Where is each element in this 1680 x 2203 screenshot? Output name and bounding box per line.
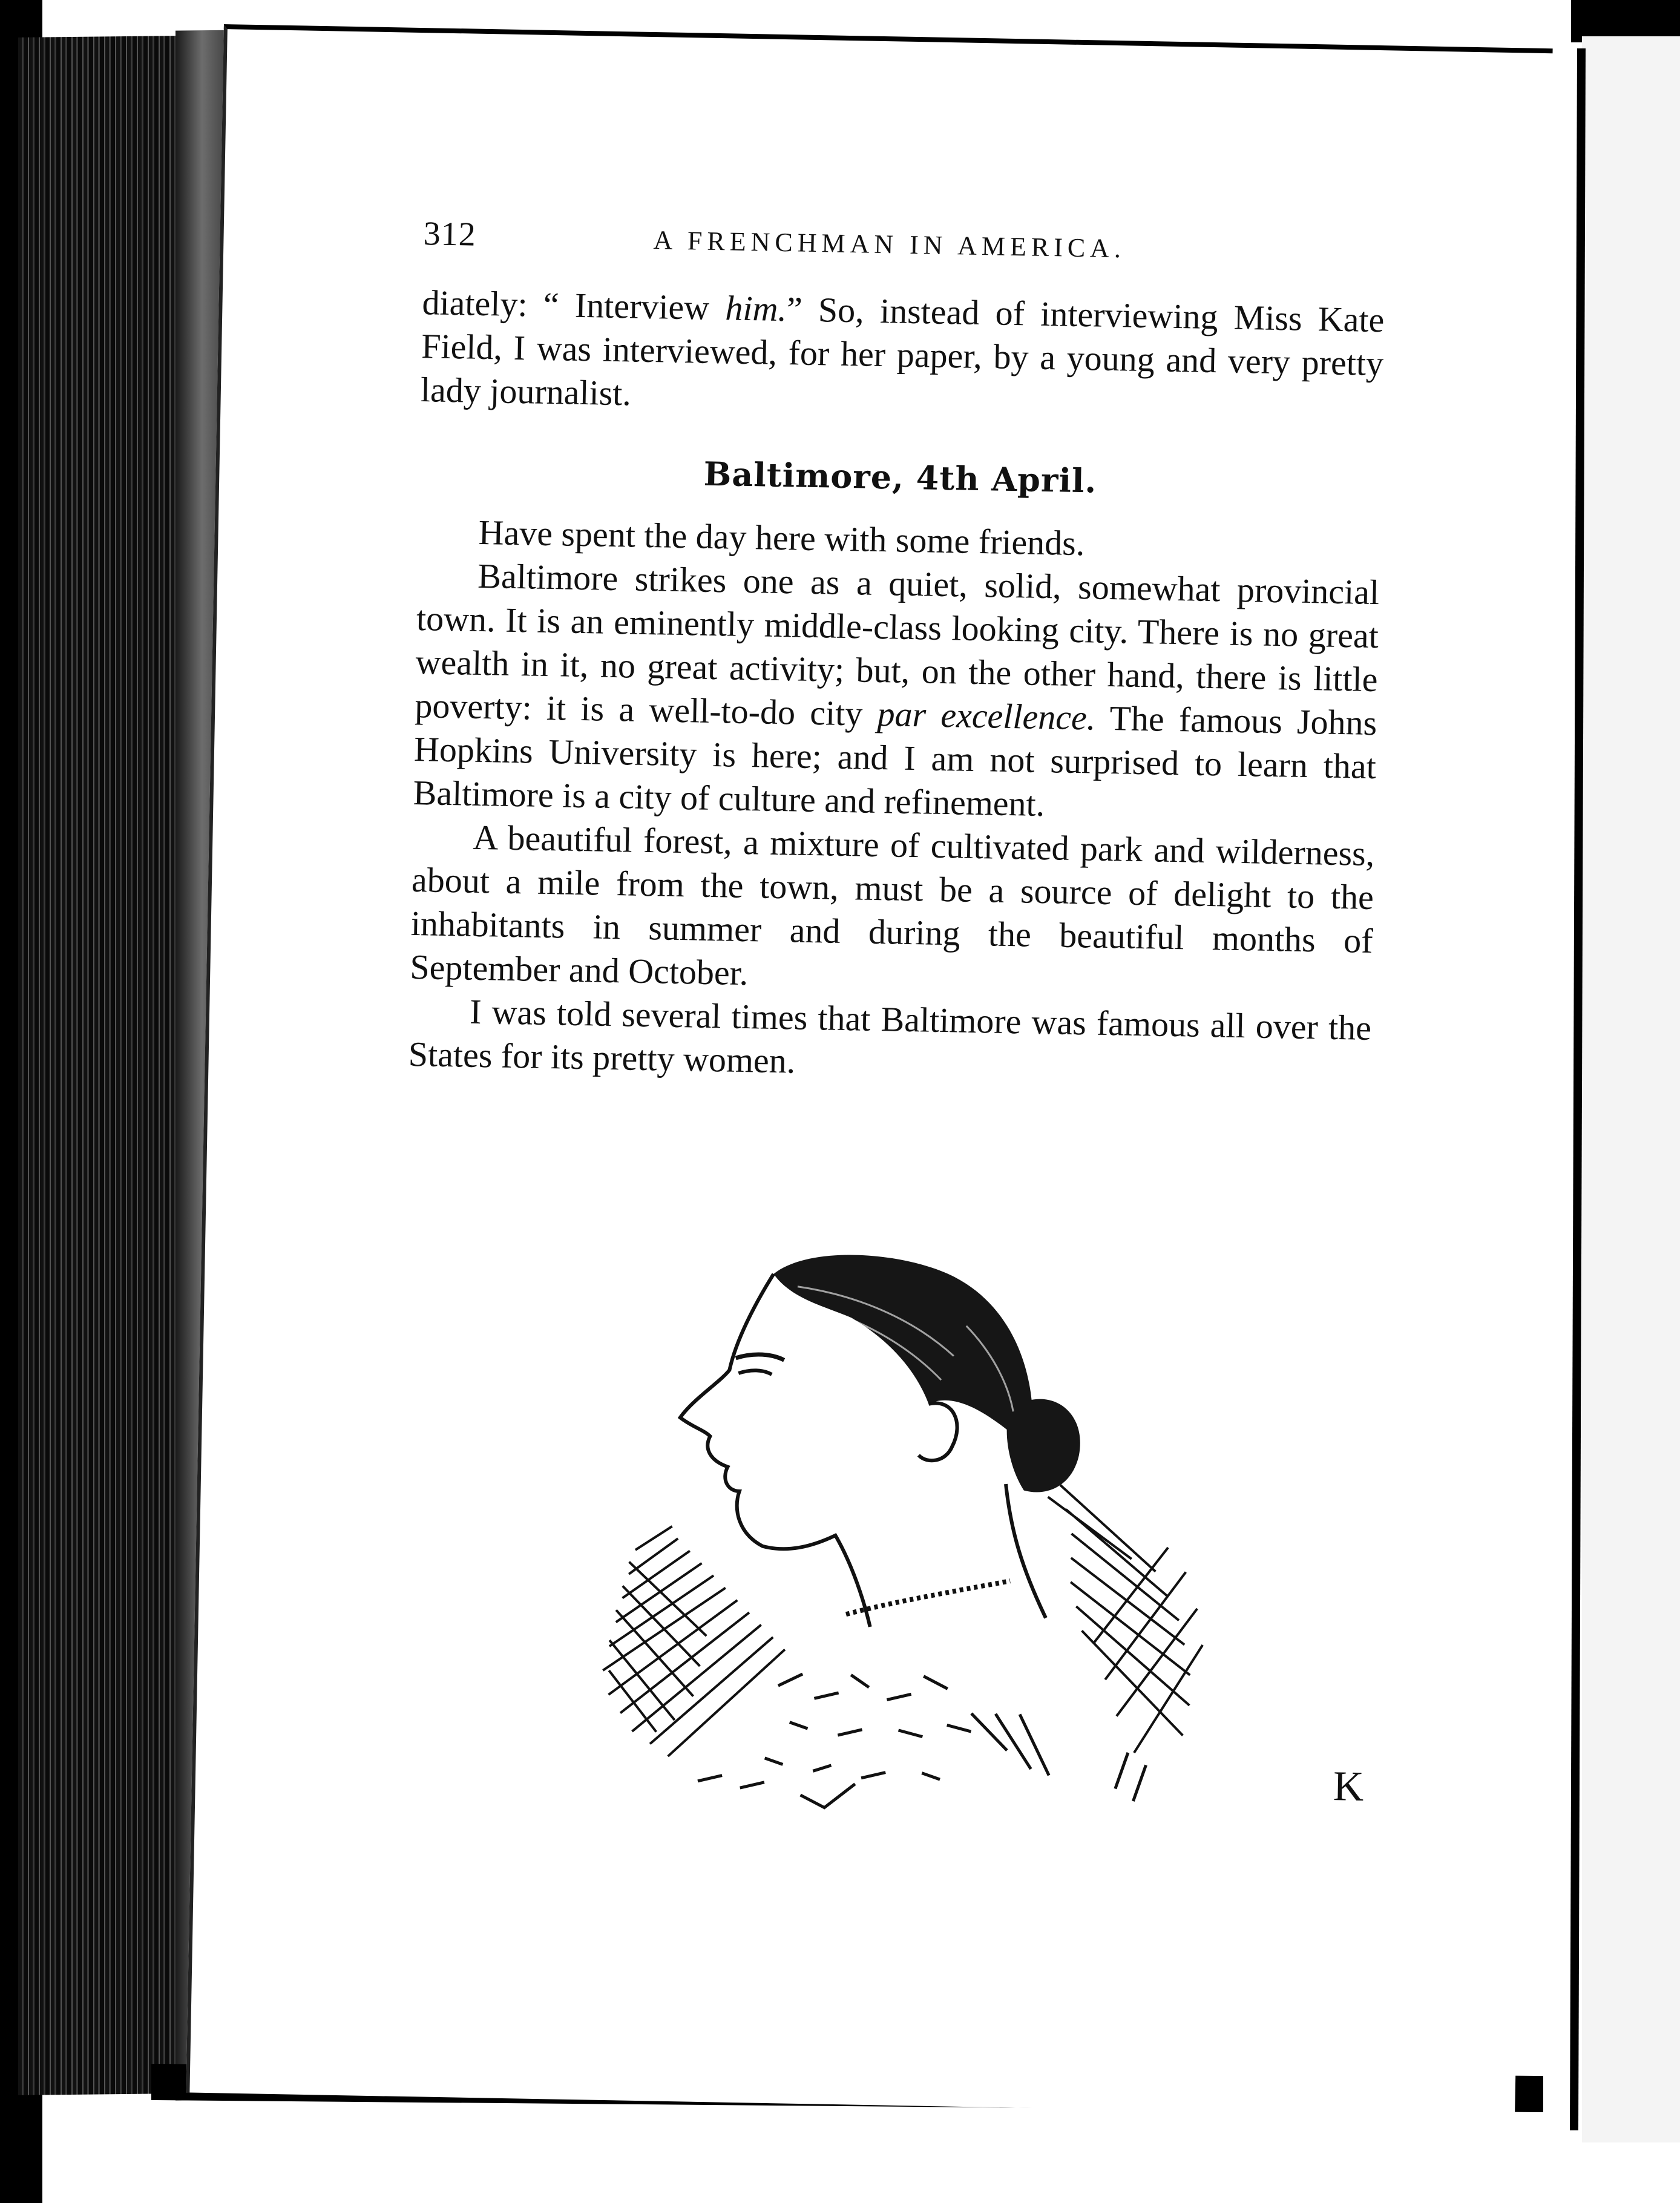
- illustrator-signature: K: [1333, 1763, 1365, 1810]
- paragraph-2-part-1: Baltimore strikes one as a quiet, solid, somewhat provincial town. It is an eminently middle-class looking city. There is no great wealth in it, no great activity; but, on the other hand, there is little poverty: it is a well-to-do city: [414, 556, 1380, 734]
- opening-italic-word: him.: [724, 288, 787, 329]
- neck-back: [1003, 1484, 1048, 1618]
- eye: [738, 1370, 772, 1374]
- paragraph-3: A beautiful forest, a mixture of cultivated park and wilderness, about a mile from the town, must be a source of delight to the inhabitants in summer and during the beautiful months of September and October.: [409, 817, 1375, 993]
- running-title: A FRENCHMAN IN AMERICA.: [653, 225, 1126, 264]
- section-heading: Baltimore, 4th April.: [703, 454, 1097, 501]
- page-number: 312: [423, 215, 477, 254]
- page-content: [408, 214, 1386, 1094]
- book-page: [186, 24, 1552, 2117]
- paragraph-2-italic: par excellence.: [877, 694, 1096, 738]
- paragraph-4: I was told several times that Baltimore was famous all over the States for its pretty women.: [408, 991, 1372, 1081]
- left-shoulder-hatching: [602, 1525, 787, 1758]
- dress-strokes: [697, 1672, 1147, 1814]
- face-profile: [677, 1272, 877, 1627]
- eyebrow: [736, 1354, 784, 1360]
- ear: [919, 1403, 958, 1461]
- woman-profile-illustration: [580, 1247, 1391, 1939]
- paragraph-2-part-2: The famous Johns Hopkins University is here; and I am not surprised to learn that Baltimore is a city of culture and refinement.: [413, 698, 1377, 824]
- opening-paragraph: [420, 281, 1385, 429]
- necklace: [846, 1578, 1010, 1617]
- facing-page-sliver: [1582, 36, 1680, 2142]
- paragraph-2: [413, 553, 1380, 832]
- opening-text-part-1: diately: “ Interview: [422, 283, 726, 328]
- opening-text-part-2: ” So, instead of interviewing Miss Kate Field, I was interviewed, for her paper, by a young and very pretty lady journalist.: [420, 289, 1385, 413]
- paragraph-1: Have spent the day here with some friends.: [478, 512, 1085, 563]
- right-shoulder-hatching: [1043, 1485, 1206, 1754]
